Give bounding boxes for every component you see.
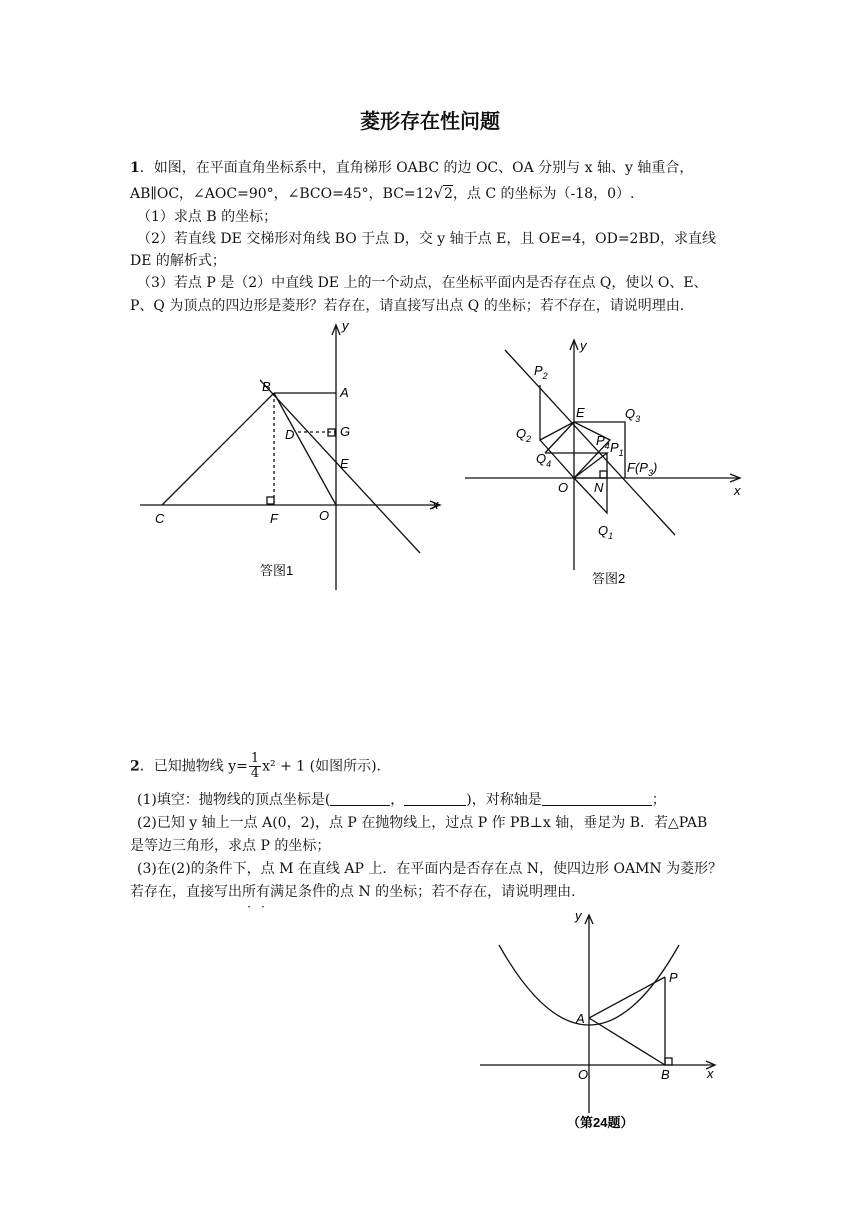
fig1-side-cb	[162, 393, 274, 505]
fig2-label-f-p3: $F(P_3)$	[627, 460, 658, 478]
fig1-label-f: F	[270, 511, 278, 526]
fig2-label-y: y	[580, 338, 587, 353]
q2-vertex-x-blank[interactable]	[330, 791, 390, 806]
fig2-q4-side	[545, 422, 574, 453]
q1-intro-b1: AB∥OC，∠AOC=90°，∠BCO=45°，BC=12	[130, 186, 434, 202]
q1-part1: （1）求点 B 的坐标；	[137, 209, 278, 225]
fig3-label-x: x	[707, 1066, 714, 1081]
fig3-label-a: A	[576, 1011, 585, 1026]
fig1-diagonal-bo	[274, 393, 336, 505]
fig2-label-e: E	[576, 405, 585, 420]
fig2-label-o: O	[558, 480, 569, 495]
fig2-label-p4: $P_4$	[596, 433, 610, 451]
figure-1	[130, 315, 450, 595]
fig3-label-o: O	[578, 1067, 589, 1082]
fig2-label-q1: $Q_1$	[598, 523, 614, 541]
q1-number: 1	[130, 160, 140, 176]
fig2-label-q4: $Q_4$	[536, 451, 552, 469]
fig1-label-x: x	[432, 497, 439, 512]
fig1-label-e: E	[340, 456, 349, 471]
fig3-right-angle-b	[665, 1058, 672, 1065]
fig2-label-x: x	[734, 483, 741, 498]
q1-part2-line2: DE 的解析式；	[130, 253, 226, 269]
fig3-label-b: B	[661, 1067, 670, 1082]
q2-part3-line2: 若存在，直接写出所有满足条件的点 N 的坐标；若不存在，请说明理由.	[130, 884, 576, 900]
fig1-caption: 答图1	[260, 563, 294, 578]
figure-2	[460, 335, 760, 595]
fig2-right-angle-n	[600, 471, 607, 478]
q2-part3-line1: (3)在(2)的条件下，点 M 在直线 AP 上．在平面内是否存在点 N，使四边形 OAMN 为菱形？	[137, 861, 723, 877]
fig3-line-ab	[589, 1018, 665, 1065]
fig2-rhombus-q2	[540, 422, 610, 478]
fig1-label-a: A	[340, 385, 349, 400]
fig3-caption: （第24题）	[567, 1115, 634, 1130]
fig3-label-p: P	[669, 970, 678, 985]
fig1-label-c: C	[155, 511, 165, 526]
q2-intro-pre: ．已知抛物线 y=	[139, 758, 248, 775]
fig2-label-p2: $P_2$	[534, 363, 548, 381]
page-title: 菱形存在性问题	[360, 109, 500, 133]
q2-fraction: $\frac{1}{4}$	[250, 751, 260, 781]
q2-part2-line1: (2)已知 y 轴上一点 A(0，2)，点 P 在抛物线上，过点 P 作 PB⊥x 轴，垂足为 B．若△PAB	[137, 815, 708, 831]
q1-intro-b2: ，点 C 的坐标为（-18，0）.	[452, 186, 635, 202]
fig2-caption: 答图2	[592, 571, 626, 586]
figure-3	[475, 905, 735, 1140]
q1-sqrt-arg: 2	[444, 186, 453, 202]
q1-part3-line2: P、Q 为顶点的四边形是菱形？若存在，请直接写出点 Q 的坐标；若不存在，请说明理由.	[130, 298, 685, 314]
q2-vertex-y-blank[interactable]	[404, 791, 466, 806]
fig1-label-b: B	[262, 379, 271, 394]
q1-part2-line1: （2）若直线 DE 交梯形对角线 BO 于点 D，交 y 轴于点 E，且 OE=4，OD=2BD，求直线	[137, 231, 716, 247]
fig2-label-p1: $P_1$	[610, 440, 624, 458]
q1-part3-line1: （3）若点 P 是（2）中直线 DE 上的一个动点，在坐标平面内是否存在点 Q，使以 O、E、	[137, 275, 708, 291]
q2-axis-blank[interactable]	[542, 791, 652, 806]
fig1-right-angle-f	[267, 497, 274, 504]
q1-intro-a: ．如图，在平面直角坐标系中，直角梯形 OABC 的边 OC、OA 分别与 x 轴、y 轴重合，	[139, 160, 694, 176]
q2-part2-line2: 是等边三角形，求点 P 的坐标；	[130, 838, 331, 854]
fig1-label-y: y	[342, 318, 349, 333]
fig2-label-q3: $Q_3$	[625, 406, 641, 424]
q2-number: 2	[130, 758, 140, 775]
fig1-label-o: O	[319, 508, 330, 523]
fig2-label-q2: $Q_2$	[516, 426, 532, 444]
q2-part1: (1)填空：抛物线的顶点坐标是( ， )，对称轴是 ；	[137, 792, 666, 808]
q1-intro-line1	[130, 158, 693, 178]
q1-intro-line2: AB∥OC，∠AOC=90°，∠BCO=45°，BC=12√2，点 C 的坐标为（-18，0）.	[130, 184, 635, 202]
fig3-line-ap	[589, 977, 665, 1018]
q2-intro	[130, 752, 381, 781]
q2-intro-post: x² + 1 (如图所示).	[262, 758, 381, 775]
fig3-label-y: y	[575, 908, 582, 923]
fig1-label-g: G	[340, 424, 351, 439]
fig1-label-d: D	[285, 427, 295, 442]
fig2-label-n: N	[594, 480, 604, 495]
